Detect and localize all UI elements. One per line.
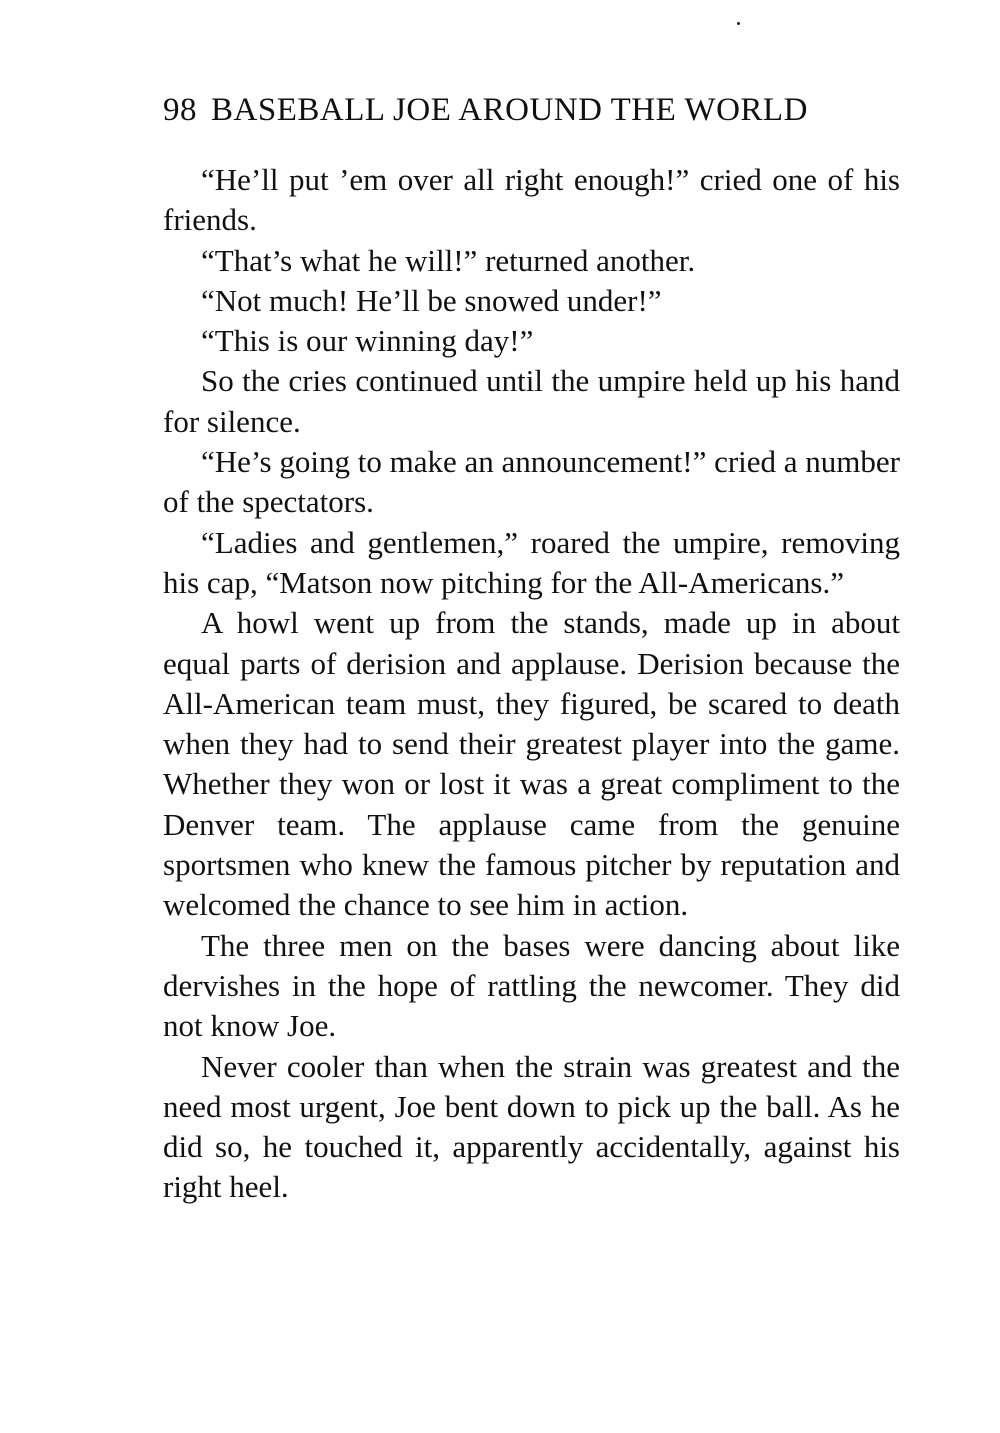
scan-speck <box>737 22 740 25</box>
paragraph: “He’s going to make an announcement!” cried a number of the spectators. <box>163 444 900 520</box>
paragraph: So the cries continued until the umpire held up his hand for silence. <box>163 363 900 439</box>
paragraph: Never cooler than when the strain was greatest and the need most urgent, Joe bent down to pick up the ball. As he did so, he touched it, apparently accidentally, against his right heel. <box>163 1048 900 1205</box>
running-head <box>163 90 903 130</box>
paragraph: “He’ll put ’em over all right enough!” cried one of his friends. <box>163 162 900 238</box>
paragraph: “Ladies and gentlemen,” roared the umpire, removing his cap, “Matson now pitching for the All-Americans.” <box>163 524 900 600</box>
paragraph: “This is our winning day!” <box>201 323 534 359</box>
body-text <box>163 160 900 1208</box>
page-number: 98 <box>163 92 197 128</box>
running-title: BASEBALL JOE AROUND THE WORLD <box>211 92 808 128</box>
paragraph: A howl went up from the stands, made up in about equal parts of derision and applause. Derision because the All-American team must, they figured, be scared to death when they had to send their greatest player into the game. Whether they won or lost it was a great compliment to the Denver team. The applause came from the genuine sportsmen who knew the famous pitcher by reputation and welcomed the chance to see him in action. <box>163 605 900 923</box>
paragraph: “Not much! He’ll be snowed under!” <box>201 282 662 318</box>
paragraph: The three men on the bases were dancing about like dervishes in the hope of rattling the newcomer. They did not know Joe. <box>163 927 900 1044</box>
paragraph: “That’s what he will!” returned another. <box>201 242 696 278</box>
